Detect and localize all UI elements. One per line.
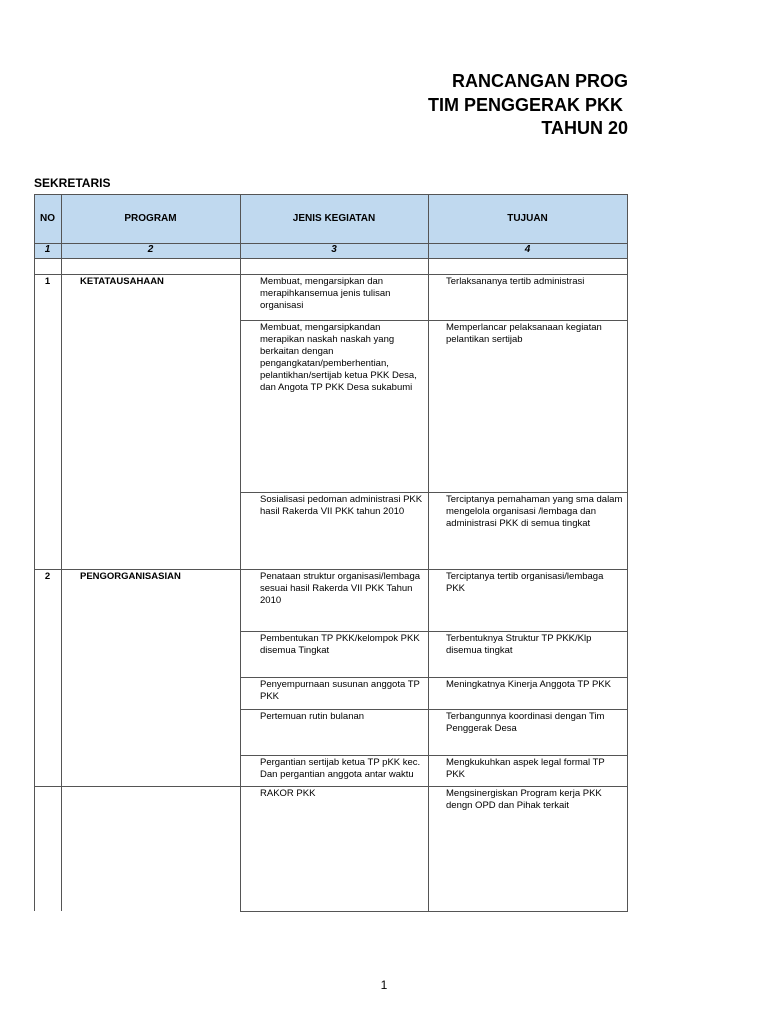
row-8-kegiatan: Pergantian sertijab ketua TP pKK kec. Dan pergantian anggota antar waktu — [260, 757, 421, 780]
column-number-4: 4 — [428, 243, 627, 258]
document-title-line-3: TAHUN 20 — [541, 118, 628, 138]
grid-line — [61, 194, 62, 911]
column-number-1: 1 — [34, 243, 61, 258]
row-7-kegiatan: Pertemuan rutin bulanan — [260, 711, 365, 722]
row-2-tujuan: Memperlancar pelaksanaan kegiatan pelantikan sertijab — [446, 322, 602, 345]
document-title-line-2: TIM PENGGERAK PKK — [427, 95, 623, 115]
row-8-tujuan: Mengkukuhkan aspek legal formal TP PKK — [446, 757, 605, 780]
header-no: NO — [34, 194, 61, 243]
row-4-tujuan: Terciptanya tertib organisasi/lembaga PKK — [446, 571, 604, 594]
row-1-tujuan: Terlaksananya tertib administrasi — [446, 276, 585, 287]
grid-line — [34, 569, 628, 570]
header-jenis-kegiatan: JENIS KEGIATAN — [240, 194, 428, 243]
header-tujuan: TUJUAN — [428, 194, 627, 243]
row-6-tujuan: Meningkatnya Kinerja Anggota TP PKK — [446, 679, 611, 690]
row-9-tujuan: Mengsinergiskan Program kerja PKK dengn OPD dan Pihak terkait — [446, 788, 602, 811]
grid-line — [240, 755, 628, 756]
row-3-tujuan: Terciptanya pemahaman yang sma dalam mengelola organisasi /lembaga dan administrasi PKK di semua tingkat — [446, 494, 623, 529]
row-4-kegiatan: Penataan struktur organisasi/lembaga sesuai hasil Rakerda VII PKK Tahun 2010 — [260, 571, 421, 606]
grid-line — [428, 194, 429, 912]
group-number-2: 2 — [44, 571, 51, 582]
grid-line — [34, 194, 628, 195]
group-program-1: KETATAUSAHAAN — [80, 276, 164, 287]
row-3-kegiatan: Sosialisasi pedoman administrasi PKK hasil Rakerda VII PKK tahun 2010 — [260, 494, 423, 517]
grid-line — [34, 786, 628, 787]
document-title-line-1: RANCANGAN PROG — [451, 71, 628, 91]
grid-line — [240, 677, 628, 678]
grid-line — [240, 320, 628, 321]
row-2-kegiatan: Membuat, mengarsipkandan merapikan naskah naskah yang berkaitan dengan pengangkatan/pemberhentian, pelantikhan/sertijab ketua PKK Desa, dan Angota TP PKK Desa sukabumi — [260, 322, 417, 393]
row-9-kegiatan: RAKOR PKK — [260, 788, 316, 799]
grid-line — [34, 258, 628, 259]
row-6-kegiatan: Penyempurnaan susunan anggota TP PKK — [260, 679, 420, 702]
section-heading: SEKRETARIS — [34, 176, 111, 190]
row-7-tujuan: Terbangunnya koordinasi dengan Tim Penggerak Desa — [446, 711, 605, 734]
header-program: PROGRAM — [61, 194, 240, 243]
column-number-2: 2 — [61, 243, 240, 258]
grid-line — [240, 631, 628, 632]
row-5-kegiatan: Pembentukan TP PKK/kelompok PKK disemua Tingkat — [260, 633, 420, 656]
page-number: 1 — [380, 978, 388, 992]
grid-line — [240, 911, 628, 912]
group-number-1: 1 — [44, 276, 51, 287]
group-program-2: PENGORGANISASIAN — [80, 571, 181, 582]
grid-line — [34, 274, 628, 275]
grid-line — [627, 194, 628, 912]
column-number-3: 3 — [240, 243, 428, 258]
row-1-kegiatan: Membuat, mengarsipkan dan merapihkansemua jenis tulisan organisasi — [260, 276, 391, 311]
grid-line — [240, 492, 628, 493]
grid-line — [34, 194, 35, 911]
grid-line — [34, 243, 628, 244]
row-5-tujuan: Terbentuknya Struktur TP PKK/Klp disemua tingkat — [446, 633, 592, 656]
grid-line — [240, 194, 241, 912]
grid-line — [240, 709, 628, 710]
